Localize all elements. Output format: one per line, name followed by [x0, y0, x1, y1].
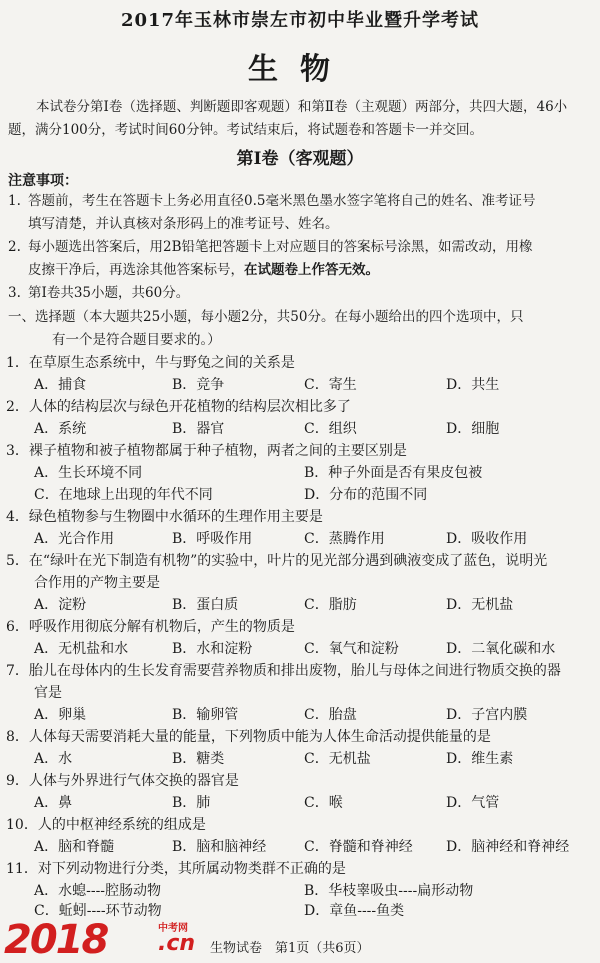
question-options — [34, 484, 594, 506]
note-item — [8, 190, 596, 236]
option: A．淀粉 — [34, 597, 87, 613]
option: A．鼻 — [34, 795, 73, 811]
note-text: 每小题选出答案后，用2B铅笔把答题卡上对应题目的答案标号涂黑，如需改动，用橡 — [28, 239, 533, 255]
option: B．脑和脑神经 — [172, 839, 267, 855]
part-instructions-line: 有一个是符合题目要求的。） — [52, 332, 221, 348]
option: C．脂肪 — [304, 597, 357, 613]
page-footer — [0, 917, 600, 963]
option: D．气管 — [446, 795, 500, 811]
subject-title: 生物 — [248, 52, 352, 87]
option: A．系统 — [34, 421, 87, 437]
option: D．共生 — [446, 377, 500, 393]
question-options — [34, 594, 594, 616]
site-logo: 2018 — [4, 917, 108, 963]
question-stem: 8．人体每天需要消耗大量的能量，下列物质中能为人体生命活动提供能量的是 — [6, 729, 491, 745]
note-item — [8, 236, 596, 282]
option: B．呼吸作用 — [172, 531, 253, 547]
option: C．胎盘 — [304, 707, 357, 723]
option: C．无机盐 — [304, 751, 371, 767]
page-number: 生物试卷 第1页（共6页） — [210, 941, 370, 956]
option: C．氧气和淀粉 — [304, 641, 399, 657]
part-instructions — [8, 306, 596, 352]
option: B．输卵管 — [172, 707, 239, 723]
question-options — [34, 704, 594, 726]
option: D．二氧化碳和水 — [446, 641, 556, 657]
site-logo-name: 中考网 — [158, 923, 188, 934]
option: A．生长环境不同 — [34, 465, 143, 481]
question-options — [34, 836, 594, 858]
option: D．章鱼----鱼类 — [304, 903, 405, 919]
note-text: 答题前，考生在答题卡上务必用直径0.5毫米黑色墨水签字笔将自己的姓名、准考证号 — [28, 193, 536, 209]
question-stem: 4．绿色植物参与生物圈中水循环的生理作用主要是 — [6, 509, 323, 525]
question-stem: 6．呼吸作用彻底分解有机物后，产生的物质是 — [6, 619, 295, 635]
option: D．脑神经和脊神经 — [446, 839, 570, 855]
option: A．无机盐和水 — [34, 641, 129, 657]
option: C．脊髓和脊神经 — [304, 839, 413, 855]
question-stem: 1．在草原生态系统中，牛与野兔之间的关系是 — [6, 355, 295, 371]
option: D．子宫内膜 — [446, 707, 528, 723]
option: A．水 — [34, 751, 73, 767]
option: C．组织 — [304, 421, 357, 437]
option: B．器官 — [172, 421, 225, 437]
question-options — [34, 880, 594, 902]
option: B．水和淀粉 — [172, 641, 253, 657]
option: B．华枝睾吸虫----扁形动物 — [304, 883, 474, 899]
exam-title: 2017年玉林市崇左市初中毕业暨升学考试 — [120, 10, 480, 31]
note-number: 1. — [8, 193, 21, 209]
note-emphasis: 在试题卷上作答无效。 — [244, 262, 379, 278]
option: D．无机盐 — [446, 597, 514, 613]
note-text: 第Ⅰ卷共35小题，共60分。 — [28, 285, 190, 301]
option: D．分布的范围不同 — [304, 487, 428, 503]
option: B．糖类 — [172, 751, 225, 767]
option: C．在地球上出现的年代不同 — [34, 487, 213, 503]
option: B．种子外面是否有果皮包被 — [304, 465, 483, 481]
question-options — [34, 792, 594, 814]
option: A．捕食 — [34, 377, 87, 393]
note-number: 2. — [8, 239, 21, 255]
option: D．维生素 — [446, 751, 514, 767]
question-options — [34, 528, 594, 550]
question-options — [34, 418, 594, 440]
note-number: 3. — [8, 285, 21, 301]
option: C．蒸腾作用 — [304, 531, 385, 547]
option: A．脑和脊髓 — [34, 839, 115, 855]
option: C．寄生 — [304, 377, 357, 393]
site-logo-domain: .cn — [158, 931, 196, 956]
option: A．水螅----腔肠动物 — [34, 883, 162, 899]
section-title: 第Ⅰ卷（客观题） — [236, 149, 364, 169]
option: B．蛋白质 — [172, 597, 239, 613]
question-options — [34, 374, 594, 396]
option: B．肺 — [172, 795, 211, 811]
question-stem: 5．在“绿叶在光下制造有机物”的实验中，叶片的见光部分遇到碘液变成了蓝色，说明光 — [6, 553, 548, 569]
question-stem: 3．裸子植物和被子植物都属于种子植物，两者之间的主要区别是 — [6, 443, 407, 459]
exam-intro: 本试卷分第Ⅰ卷（选择题、判断题即客观题）和第Ⅱ卷（主观题）两部分，共四大题，46小题，满分100分，考试时间60分钟。考试结束后，将试题卷和答题卡一并交回。 — [8, 99, 568, 138]
option: B．竞争 — [172, 377, 225, 393]
option: C．蚯蚓----环节动物 — [34, 903, 162, 919]
question-stem-continued: 官是 — [34, 685, 62, 701]
question-stem: 9．人体与外界进行气体交换的器官是 — [6, 773, 239, 789]
note-item — [8, 282, 596, 305]
question-stem: 7．胎儿在母体内的生长发育需要营养物质和排出废物，胎儿与母体之间进行物质交换的器 — [6, 663, 561, 679]
question-options — [34, 748, 594, 770]
option: A．光合作用 — [34, 531, 115, 547]
option: D．细胞 — [446, 421, 500, 437]
option: A．卵巢 — [34, 707, 87, 723]
option: D．吸收作用 — [446, 531, 528, 547]
question-stem: 2．人体的结构层次与绿色开花植物的结构层次相比多了 — [6, 399, 351, 415]
option: C．喉 — [304, 795, 343, 811]
question-stem-continued: 合作用的产物主要是 — [34, 575, 160, 591]
question-options — [34, 638, 594, 660]
question-options — [34, 462, 594, 484]
notes-title: 注意事项： — [8, 173, 78, 189]
note-text: 皮擦干净后，再选涂其他答案标号， — [28, 262, 244, 278]
question-stem: 11．对下列动物进行分类，其所属动物类群不正确的是 — [6, 861, 346, 877]
question-stem: 10．人的中枢神经系统的组成是 — [6, 817, 206, 833]
note-text: 填写清楚，并认真核对条形码上的准考证号、姓名。 — [28, 216, 339, 232]
part-instructions-line: 一、选择题（本大题共25小题，每小题2分，共50分。在每小题给出的四个选项中，只 — [8, 309, 524, 325]
